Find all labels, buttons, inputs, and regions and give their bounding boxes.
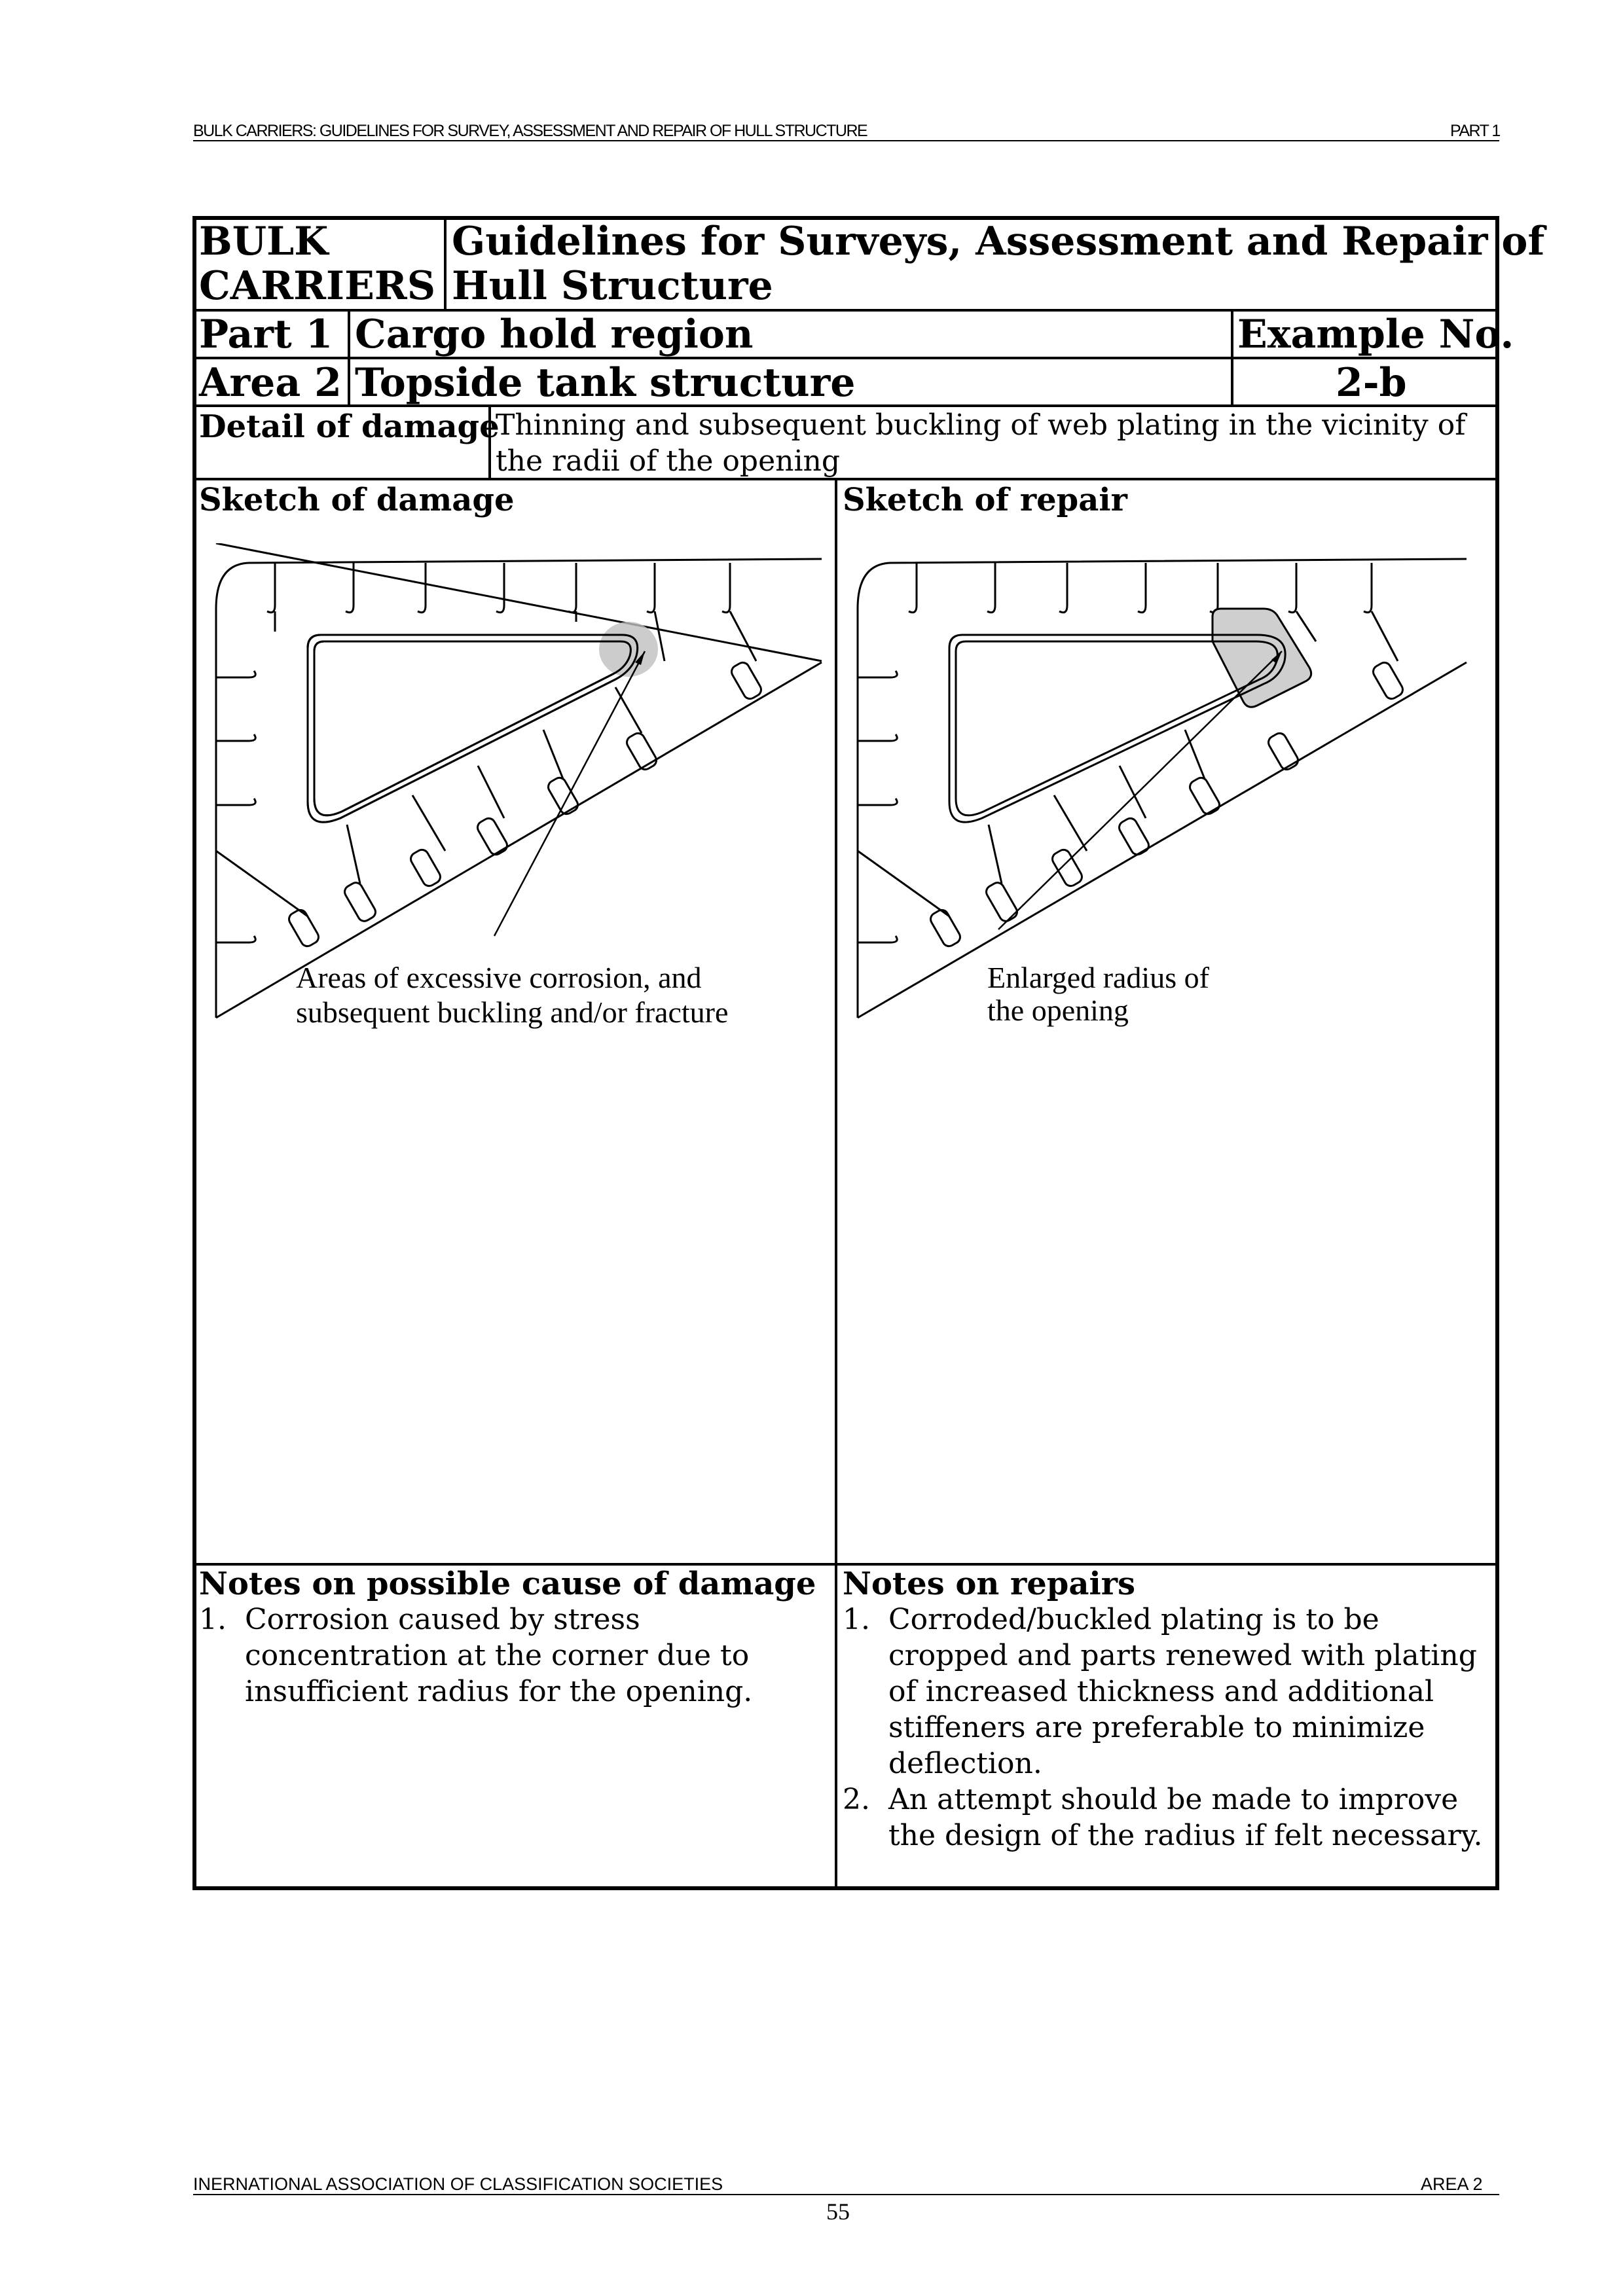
cause-list: [199, 1602, 828, 1710]
list-line: cropped and parts renewed with plating: [888, 1639, 1477, 1672]
cause-heading: Notes on possible cause of damage: [199, 1566, 816, 1602]
running-footer-right: AREA 2: [1421, 2174, 1483, 2194]
list-line: the design of the radius if felt necessary.: [888, 1819, 1483, 1852]
list-number: 2.: [843, 1783, 870, 1816]
org-line1: BULK: [199, 219, 329, 264]
running-header-left: BULK CARRIERS: GUIDELINES FOR SURVEY, ASSESSMENT AND REPAIR OF HULL STRUCTURE: [193, 122, 867, 140]
list-item: [843, 1602, 1491, 1782]
page-number: 55: [826, 2198, 850, 2225]
rule-center-divider: [835, 478, 837, 1890]
damage-caption-line2: subsequent buckling and/or fracture: [296, 996, 729, 1029]
detail-text-line2: the radii of the opening: [496, 444, 841, 478]
doc-title-line1: Guidelines for Surveys, Assessment and Repair of: [452, 219, 1545, 264]
example-value: 2-b: [1336, 360, 1407, 406]
sketch-damage-heading: Sketch of damage: [199, 482, 515, 518]
sketch-repair-heading: Sketch of repair: [843, 482, 1127, 518]
running-footer-left: INERNATIONAL ASSOCIATION OF CLASSIFICATION SOCIETIES: [193, 2174, 723, 2194]
example-label: Example No.: [1237, 312, 1514, 357]
list-line: An attempt should be made to improve: [888, 1783, 1459, 1816]
rule-title-divider: [444, 216, 447, 310]
repair-caption-line1: Enlarged radius of: [987, 961, 1209, 994]
area-value: Topside tank structure: [355, 360, 856, 406]
header-rule: [193, 140, 1499, 141]
list-line: deflection.: [888, 1747, 1042, 1780]
rule-detail-bottom: [192, 478, 1499, 480]
repair-caption-line2: the opening: [987, 994, 1129, 1027]
detail-text-line1: Thinning and subsequent buckling of web plating in the vicinity of: [496, 408, 1466, 442]
doc-title-line2: Hull Structure: [452, 263, 773, 309]
list-line: concentration at the corner due to: [245, 1639, 750, 1672]
list-line: stiffeners are preferable to minimize: [888, 1711, 1425, 1744]
list-line: of increased thickness and additional: [888, 1675, 1434, 1708]
list-number: 1.: [843, 1603, 870, 1636]
list-number: 1.: [199, 1603, 227, 1636]
damage-caption-line1: Areas of excessive corrosion, and: [296, 961, 702, 994]
list-item: [199, 1602, 828, 1710]
list-line: insufficient radius for the opening.: [245, 1675, 753, 1708]
detail-label: Detail of damage: [199, 408, 500, 445]
list-item: [843, 1782, 1491, 1854]
list-line: Corroded/buckled plating is to be: [888, 1603, 1379, 1636]
area-label: Area 2: [199, 360, 342, 406]
repair-notes-heading: Notes on repairs: [843, 1566, 1135, 1602]
part-label: Part 1: [199, 312, 333, 357]
repair-list: [843, 1602, 1491, 1854]
list-line: Corrosion caused by stress: [245, 1603, 640, 1636]
rule-part-divider: [348, 309, 350, 406]
running-header-right: PART 1: [1450, 122, 1500, 140]
org-line2: CARRIERS: [199, 263, 436, 309]
part-value: Cargo hold region: [355, 312, 754, 357]
rule-example-divider: [1231, 309, 1233, 406]
